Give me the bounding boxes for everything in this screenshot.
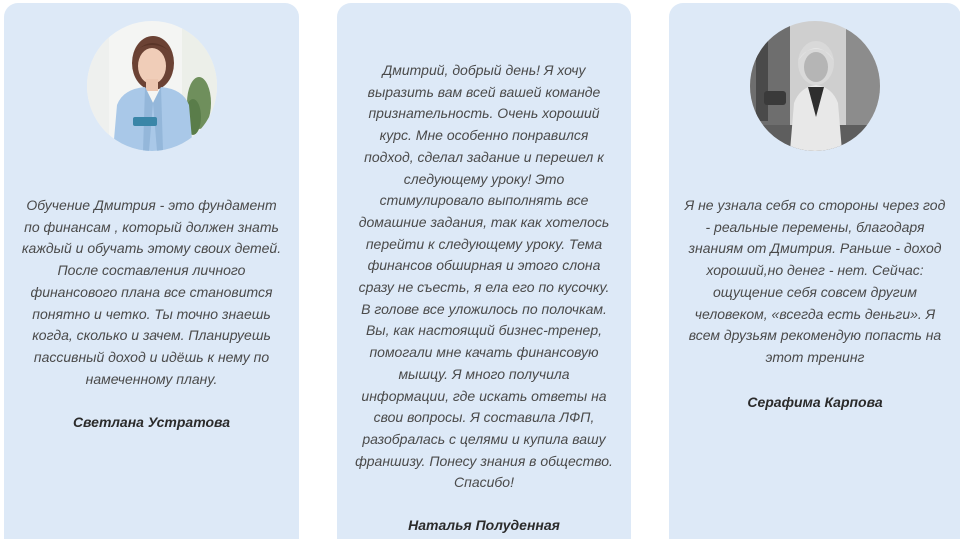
testimonial-card <box>337 3 631 539</box>
testimonial-author: Серафима Карпова <box>747 394 883 410</box>
testimonial-author: Наталья Полуденная <box>408 517 560 533</box>
avatar <box>750 21 880 151</box>
testimonial-quote: Дмитрий, добрый день! Я хочу выразить вам всей вашей команде признательность. Очень хороший курс. Мне особенно понравился подход, сделал задание и перешел к следующему уроку! Это стимулировало выполнять все домашние задания, так как хотелось перейти к следующему уроку. Тема финансов обширная и этого слона сразу не съесть, я ела его по кусочку. В голове все уложилось по полочкам. Вы, как настоящий бизнес-тренер, помогали мне качать финансовую мышцу. Я много получила информации, где искать ответы на свои вопросы. Я составила ЛФП, разобралась с целями и купила вашу франшизу. Понесу знания в общество. Спасибо! <box>355 62 613 491</box>
testimonial-card <box>4 3 299 539</box>
testimonial-quote: Обучение Дмитрия - это фундамент по финансам , который должен знать каждый и обучать этому своих детей. После составления личного финансового плана все становится понятно и четко. Ты точно знаешь когда, сколько и зачем. Планируешь пассивный доход и идёшь к нему по намеченному плану. <box>21 197 282 387</box>
testimonial-quote: Я не узнала себя со стороны через год - реальные перемены, благодаря знаниям от Дмитрия. Раньше - доход хороший,но денег - нет. Сейчас: ощущение себя совсем другим человеком, «всегда есть деньги». Я всем друзьям рекомендую попасть на этот тренинг <box>684 197 946 365</box>
testimonial-card <box>669 3 960 539</box>
avatar <box>87 21 217 151</box>
person-photo-icon <box>87 21 217 151</box>
testimonial-author: Светлана Устратова <box>72 414 231 430</box>
person-photo-icon <box>750 21 880 151</box>
